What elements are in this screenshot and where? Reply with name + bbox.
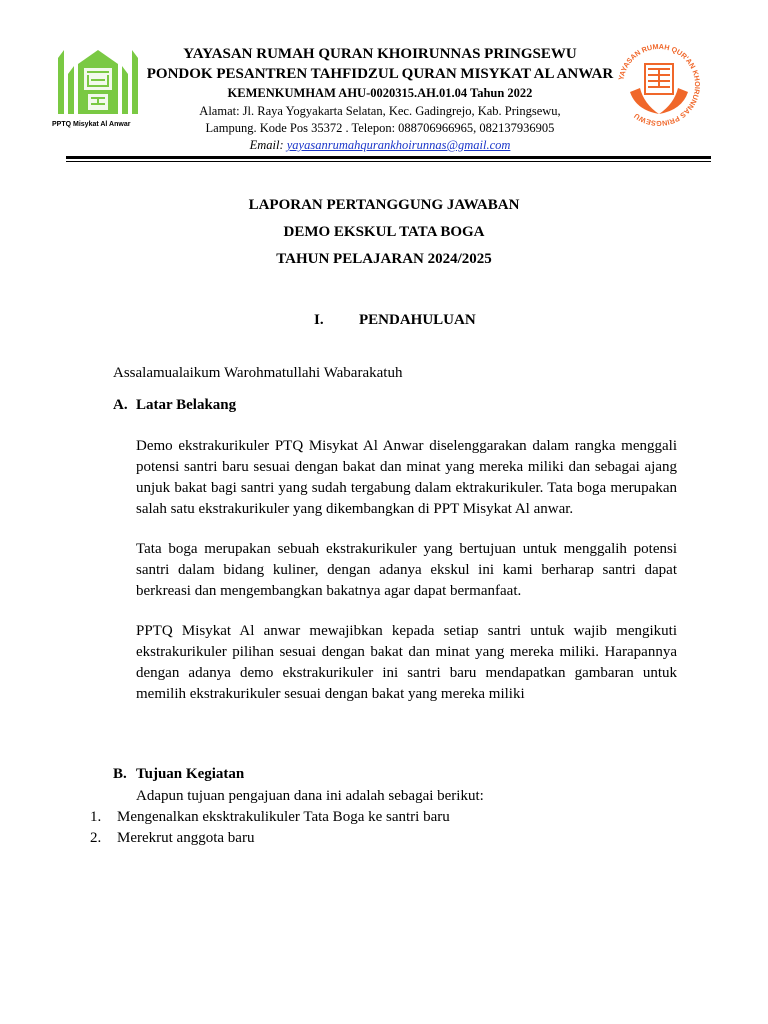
paragraph-text: Tata boga merupakan sebuah ekstrakurikuler yang bertujuan untuk menggalih potensi santri dalam bidang kuliner, dengan adanya ekskul ini kami berharap santri dapat berkreasi dan mengembangkan bakatnya agar dapat bermanfaat.: [136, 541, 677, 599]
report-title: LAPORAN PERTANGGUNG JAWABAN: [248, 197, 520, 213]
school-name: PONDOK PESANTREN TAHFIDZUL QURAN MISYKAT AL ANWAR: [146, 66, 614, 82]
academic-year: TAHUN PELAJARAN 2024/2025: [276, 251, 492, 267]
paragraph: [136, 539, 677, 602]
left-logo-caption: PPTQ Misykat Al Anwar: [52, 121, 131, 128]
section-heading: PENDAHULUAN: [359, 312, 476, 328]
greeting: Assalamualaikum Warohmatullahi Wabarakatuh: [113, 365, 403, 381]
section-b-intro: Adapun tujuan pengajuan dana ini adalah sebagai berikut:: [136, 788, 484, 804]
paragraph: [136, 621, 677, 705]
report-subtitle: DEMO EKSKUL TATA BOGA: [283, 224, 485, 240]
letterhead-divider-thin: [66, 161, 711, 162]
list-item: [90, 807, 450, 828]
email-link[interactable]: yayasanrumahqurankhoirunnas@gmail.com: [286, 138, 511, 152]
list-item-number: 1.: [90, 809, 102, 825]
list-item: [90, 828, 254, 849]
letterhead-divider-thick: [66, 156, 711, 159]
section-a-label: A.: [113, 397, 128, 413]
email-line: [130, 138, 630, 153]
list-item-text: Merekrut anggota baru: [117, 830, 255, 846]
registration-number: KEMENKUMHAM AHU-0020315.AH.01.04 Tahun 2022: [227, 86, 533, 100]
section-number: I.: [314, 312, 324, 328]
address-line-2: Lampung. Kode Pos 35372 . Telepon: 088706966965, 082137936905: [205, 121, 555, 135]
paragraph-text: PPTQ Misykat Al anwar mewajibkan kepada setiap santri untuk wajib mengikuti ekstrakurikuler pilihan sesuai dengan bakat dan minat yang mereka miliki. Harapannya dengan adanya demo ekstrakurikuler ini santri baru mendapatkan gambaran untuk memilih ekstrakurikuler sesuai dengan bakat yang mereka miliki: [136, 623, 677, 702]
list-item-text: Mengenalkan eksktrakulikuler Tata Boga ke santri baru: [117, 809, 450, 825]
email-label: Email:: [249, 138, 284, 152]
address-line-1: Alamat: Jl. Raya Yogyakarta Selatan, Kec. Gadingrejo, Kab. Pringsewu,: [199, 104, 561, 118]
paragraph: [136, 436, 677, 520]
paragraph-text: Demo ekstrakurikuler PTQ Misykat Al Anwar diselenggarakan dalam rangka menggali potensi santri baru sesuai dengan bakat dan minat yang mereka miliki dan sebagai ajang unjuk bakat bagi santri yang sudah tergabung dalam ektrakurikuler. Tata boga merupakan salah satu ekstrakurikuler yang dikembangkan di PPT Misykat Al anwar.: [136, 438, 677, 517]
section-b-heading: [113, 766, 244, 783]
right-logo-ring-text: YAYASAN RUMAH QUR'AN KHOIRUNNAS PRINGSEWU: [616, 41, 703, 129]
section-a-title: Latar Belakang: [136, 397, 237, 413]
foundation-name: YAYASAN RUMAH QURAN KHOIRUNNAS PRINGSEWU: [183, 46, 577, 62]
section-b-label: B.: [113, 766, 127, 782]
list-item-number: 2.: [90, 830, 102, 846]
section-b-title: Tujuan Kegiatan: [136, 766, 245, 782]
section-a-heading: [113, 397, 236, 414]
